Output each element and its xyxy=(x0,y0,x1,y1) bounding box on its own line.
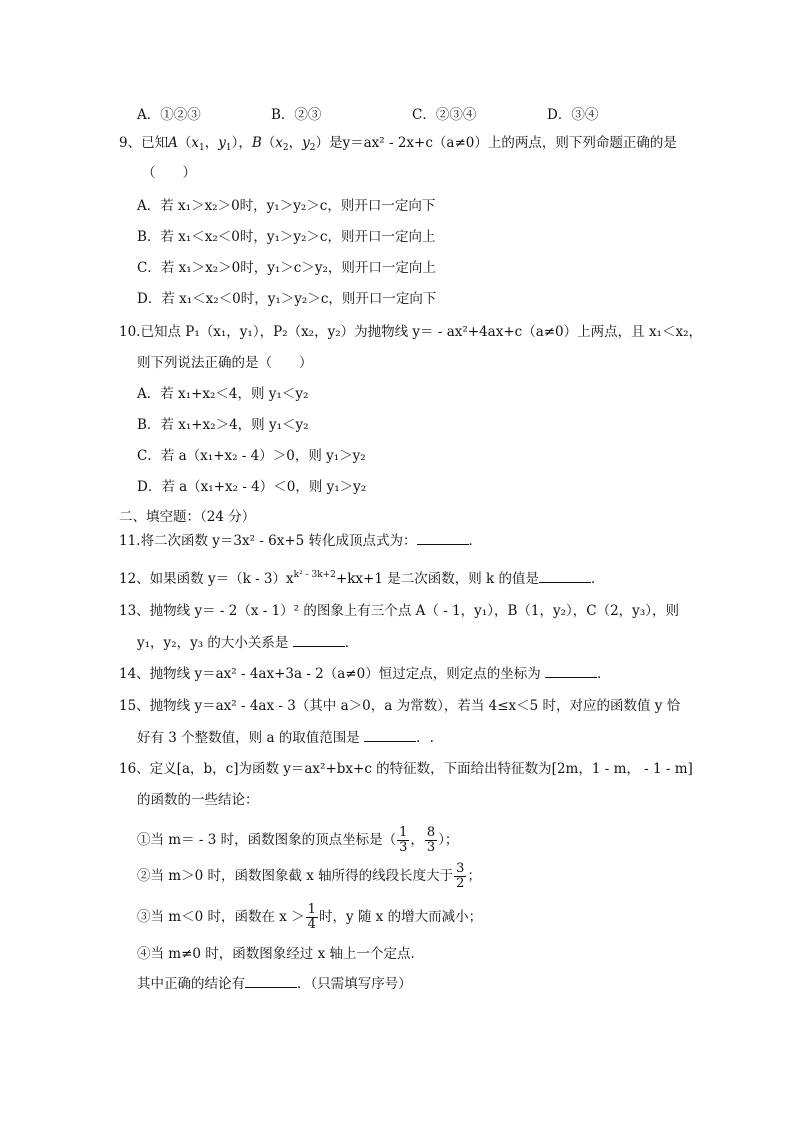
q12-blank xyxy=(539,570,591,583)
q12-end: ． xyxy=(590,571,605,587)
q16-c1-fraction-1 xyxy=(397,826,409,855)
q10-option-a: A．若 x₁+x₂＜4，则 y₁＜y₂ xyxy=(137,386,309,402)
q8-option-b: B．②③ xyxy=(271,107,322,123)
q14 xyxy=(119,665,611,683)
q16-c1-fraction-2 xyxy=(425,826,437,855)
q13-text: y₁，y₂，y₃ 的大小关系是 xyxy=(137,635,293,651)
q16-stem: 16、定义[a，b，c]为函数 y＝ax²+bx+c 的特征数，下面给出特征数为[2m，1 - m， - 1 - m] xyxy=(119,761,693,777)
q16-conclusion-2 xyxy=(137,859,481,893)
q13-end: ． xyxy=(344,635,359,651)
section-title: 二、填空题：（24 分） xyxy=(119,509,256,525)
q11-blank xyxy=(417,532,469,545)
q16-end-note: ．（只需填写序号） xyxy=(297,976,412,992)
q8-option-a: A．①②③ xyxy=(137,107,201,123)
q13-blank xyxy=(293,634,345,647)
q14-end: ． xyxy=(597,666,611,682)
q16-answer-line xyxy=(137,975,412,993)
fraction-numerator: 1 xyxy=(399,825,408,840)
q16-c2-fraction xyxy=(454,862,466,891)
q9-stem: 9、已知$A(x_1$，$y_1$），$B(x_2$，$y_2$）是y＝ax² - 2x+c（a≠0）上的两点，则下列命题正确的是 xyxy=(119,135,677,153)
q16-c3-fraction xyxy=(306,903,318,932)
q12-exponent: k² - 3k+2 xyxy=(293,570,336,580)
q11 xyxy=(119,532,482,550)
q14-blank xyxy=(545,665,597,678)
q15-stem-2 xyxy=(137,729,434,747)
q9-mid: 是 xyxy=(328,135,343,151)
fraction-denominator: 3 xyxy=(399,840,408,855)
q12-base: x xyxy=(286,571,294,587)
q16-c3-text: ③当 m＜0 时，函数在 x ＞ xyxy=(137,909,305,925)
q16-end-text: 其中正确的结论有 xyxy=(137,976,245,992)
fraction-numerator: 1 xyxy=(307,902,316,917)
q15-blank xyxy=(364,729,416,742)
q8-option-c: C．②③④ xyxy=(412,107,477,123)
q16-stem-2: 的函数的一些结论： xyxy=(137,792,259,808)
q16-c2-text: ②当 m＞0 时，函数图象截 x 轴所得的线段长度大于 xyxy=(137,868,454,884)
q9-expr: y＝ax² - 2x+c（a≠0） xyxy=(342,135,488,151)
q16-c1-text: ①当 m＝ - 3 时，函数图象的顶点坐标是（ xyxy=(137,832,397,848)
q9-tail: 上的两点，则下列命题正确的是 xyxy=(487,135,677,151)
q9-option-b: B．若 x₁＜x₂＜0时，y₁＞y₂＞c，则开口一定向上 xyxy=(137,229,436,245)
q11-text: 11.将二次函数 y＝3x² - 6x+5 转化成顶点式为： xyxy=(119,533,417,549)
q13-stem: 13、抛物线 y＝ - 2（x - 1）² 的图象上有三个点 A（ - 1，y₁），B（1，y₂），C（2，y₃），则 xyxy=(119,603,679,619)
q10-option-c: C．若 a（x₁+x₂ - 4）＞0，则 y₁＞y₂ xyxy=(137,448,366,464)
fraction-numerator: 3 xyxy=(456,861,465,876)
q16-c1-sep: ， xyxy=(410,832,424,848)
q15-text: 好有 3 个整数值，则 a 的取值范围是 xyxy=(137,730,365,746)
fraction-denominator: 4 xyxy=(307,917,316,932)
fraction-numerator: 8 xyxy=(426,825,436,840)
q12-text: 12、如果函数 y＝（k - 3） xyxy=(119,571,287,587)
q15-stem: 15、抛物线 y＝ax² - 4ax - 3（其中 a＞0，a 为常数），若当 4≤x＜5 时，对应的函数值 y 恰 xyxy=(119,698,681,714)
q14-text: 14、抛物线 y＝ax² - 4ax+3a - 2（a≠0）恒过定点，则定点的坐标为 xyxy=(119,666,545,682)
q16-conclusion-1 xyxy=(137,823,458,857)
fraction-denominator: 2 xyxy=(456,876,465,891)
q10-option-b: B．若 x₁+x₂＞4，则 y₁＜y₂ xyxy=(137,417,309,433)
q16-conclusion-3 xyxy=(137,900,482,934)
fraction-denominator: 3 xyxy=(426,840,436,855)
q16-blank xyxy=(245,975,297,988)
q12-text-2: +kx+1 是二次函数，则 k 的值是 xyxy=(335,571,539,587)
q9-option-a: A．若 x₁＞x₂＞0时，y₁＞y₂＞c，则开口一定向下 xyxy=(137,198,436,214)
q16-c3-end: 时，y 随 x 的增大而减小； xyxy=(318,909,483,925)
q10-stem-2: 则下列说法正确的是（ ） xyxy=(137,355,313,371)
q9-option-c: C．若 x₁＞x₂＞0时，y₁＞c＞y₂，则开口一定向上 xyxy=(137,260,436,276)
q10-stem: 10.已知点 P₁（x₁，y₁），P₂（x₂，y₂）为抛物线 y＝ - ax²+4ax+c（a≠0）上两点，且 x₁＜x₂， xyxy=(119,324,702,340)
q13-stem-2 xyxy=(137,634,358,652)
q9-paren: （ ） xyxy=(142,165,196,181)
q10-option-d: D．若 a（x₁+x₂ - 4）＜0，则 y₁＞y₂ xyxy=(137,479,367,495)
q12 xyxy=(119,566,604,588)
q11-end: ． xyxy=(468,533,483,549)
q16-c2-end: ； xyxy=(467,868,481,884)
q8-option-d: D．③④ xyxy=(547,107,599,123)
q16-conclusion-4: ④当 m≠0 时，函数图象经过 x 轴上一个定点． xyxy=(137,946,424,962)
q9-option-d: D．若 x₁＜x₂＜0时，y₁＞y₂＞c，则开口一定向下 xyxy=(137,291,437,307)
q16-c1-end: ）； xyxy=(438,832,459,848)
q15-end: ．. xyxy=(416,730,434,746)
q9-lead: 9、已知 xyxy=(119,135,169,151)
